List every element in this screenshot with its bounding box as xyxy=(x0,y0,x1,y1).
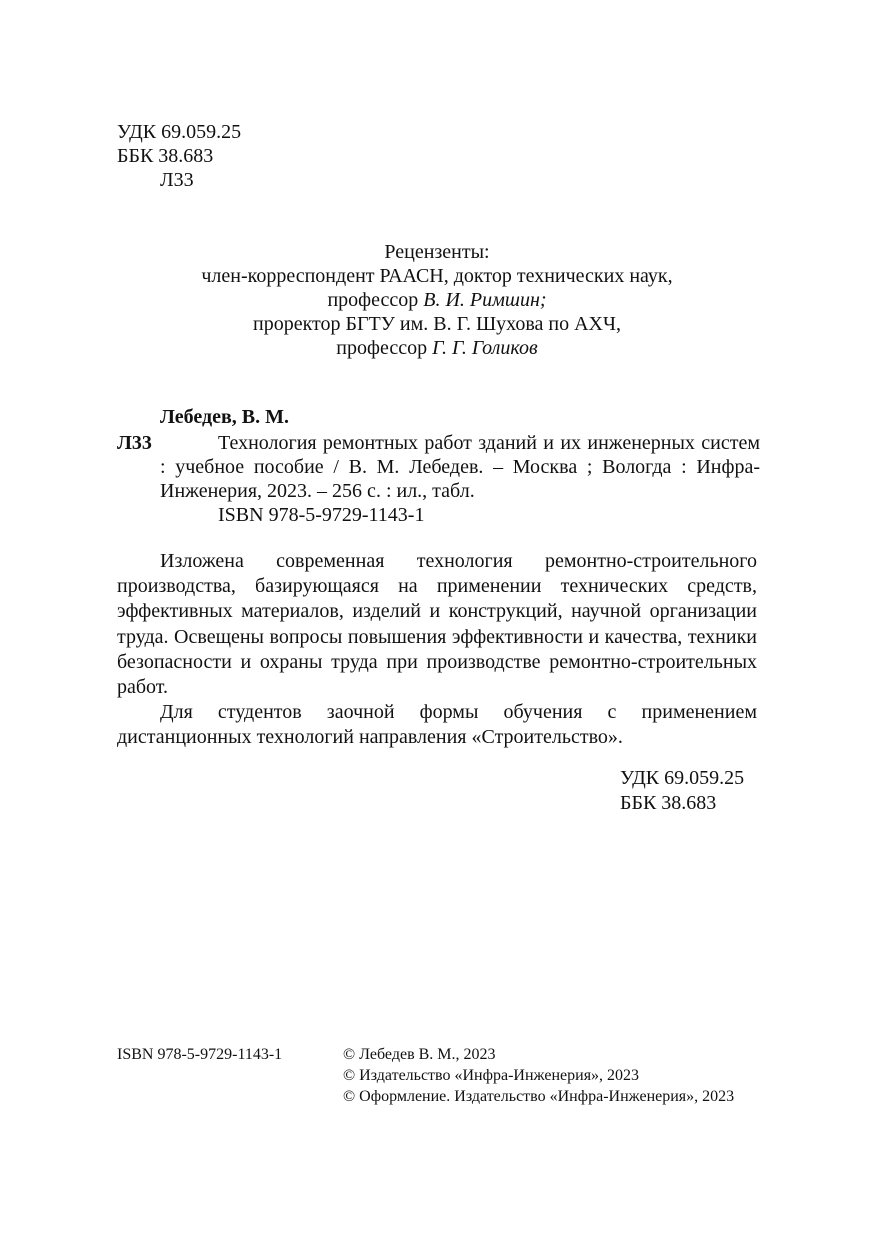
copyright-publisher: © Издательство «Инфра-Инженерия», 2023 xyxy=(343,1067,640,1084)
annotation xyxy=(117,549,757,751)
catalog-isbn: ISBN 978-5-9729-1143-1 xyxy=(218,504,425,526)
copyright-block xyxy=(343,1044,773,1107)
annotation-paragraph-2: Для студентов заочной формы обучения с применением дистанционных технологий направления «Строительство». xyxy=(117,701,757,749)
catalog-author: Лебедев, В. М. xyxy=(160,406,290,428)
reviewer1-position: член-корреспондент РААСН, доктор технических наук, xyxy=(201,265,673,287)
bbk-code: ББК 38.683 xyxy=(117,145,214,167)
reviewer2-line xyxy=(117,336,757,360)
udk-code: УДК 69.059.25 xyxy=(117,121,242,143)
reviewer2-position: проректор БГТУ им. В. Г. Шухова по АХЧ, xyxy=(253,313,621,335)
udk-code-bottom: УДК 69.059.25 xyxy=(620,767,745,789)
classification-codes-bottom xyxy=(620,766,744,816)
reviewer1-line xyxy=(117,288,757,312)
copyright-design: © Оформление. Издательство «Инфра-Инженерия», 2023 xyxy=(343,1088,735,1105)
bbk-code-bottom: ББК 38.683 xyxy=(620,792,717,814)
reviewers-heading: Рецензенты: xyxy=(384,241,490,263)
reviewer2-title: профессор xyxy=(336,337,428,359)
footer-isbn: ISBN 978-5-9729-1143-1 xyxy=(117,1046,283,1063)
reviewer1-name: В. И. Римшин; xyxy=(423,289,547,311)
catalog-description: Технология ремонтных работ зданий и их инженерных систем : учебное пособие / В. М. Лебедев. – Москва ; Вологда : Инфра-Инженерия, 2023. – 256 с. : ил., табл. xyxy=(160,432,760,502)
copyright-author: © Лебедев В. М., 2023 xyxy=(343,1046,496,1063)
catalog-code: Л33 xyxy=(117,432,152,454)
annotation-paragraph-1: Изложена современная технология ремонтно-строительного производства, базирующаяся на применении технических средств, эффективных материалов, изделий и конструкций, научной организации труда. Освещены вопросы повышения эффективности и качества, техники безопасности и охраны труда при производстве ремонтно-строительных работ. xyxy=(117,550,757,699)
reviewer1-title: профессор xyxy=(327,289,419,311)
reviewer2-name: Г. Г. Голиков xyxy=(432,337,538,359)
classification-codes-top xyxy=(117,120,317,192)
author-mark: Л33 xyxy=(160,169,194,191)
reviewers-block xyxy=(117,240,757,360)
